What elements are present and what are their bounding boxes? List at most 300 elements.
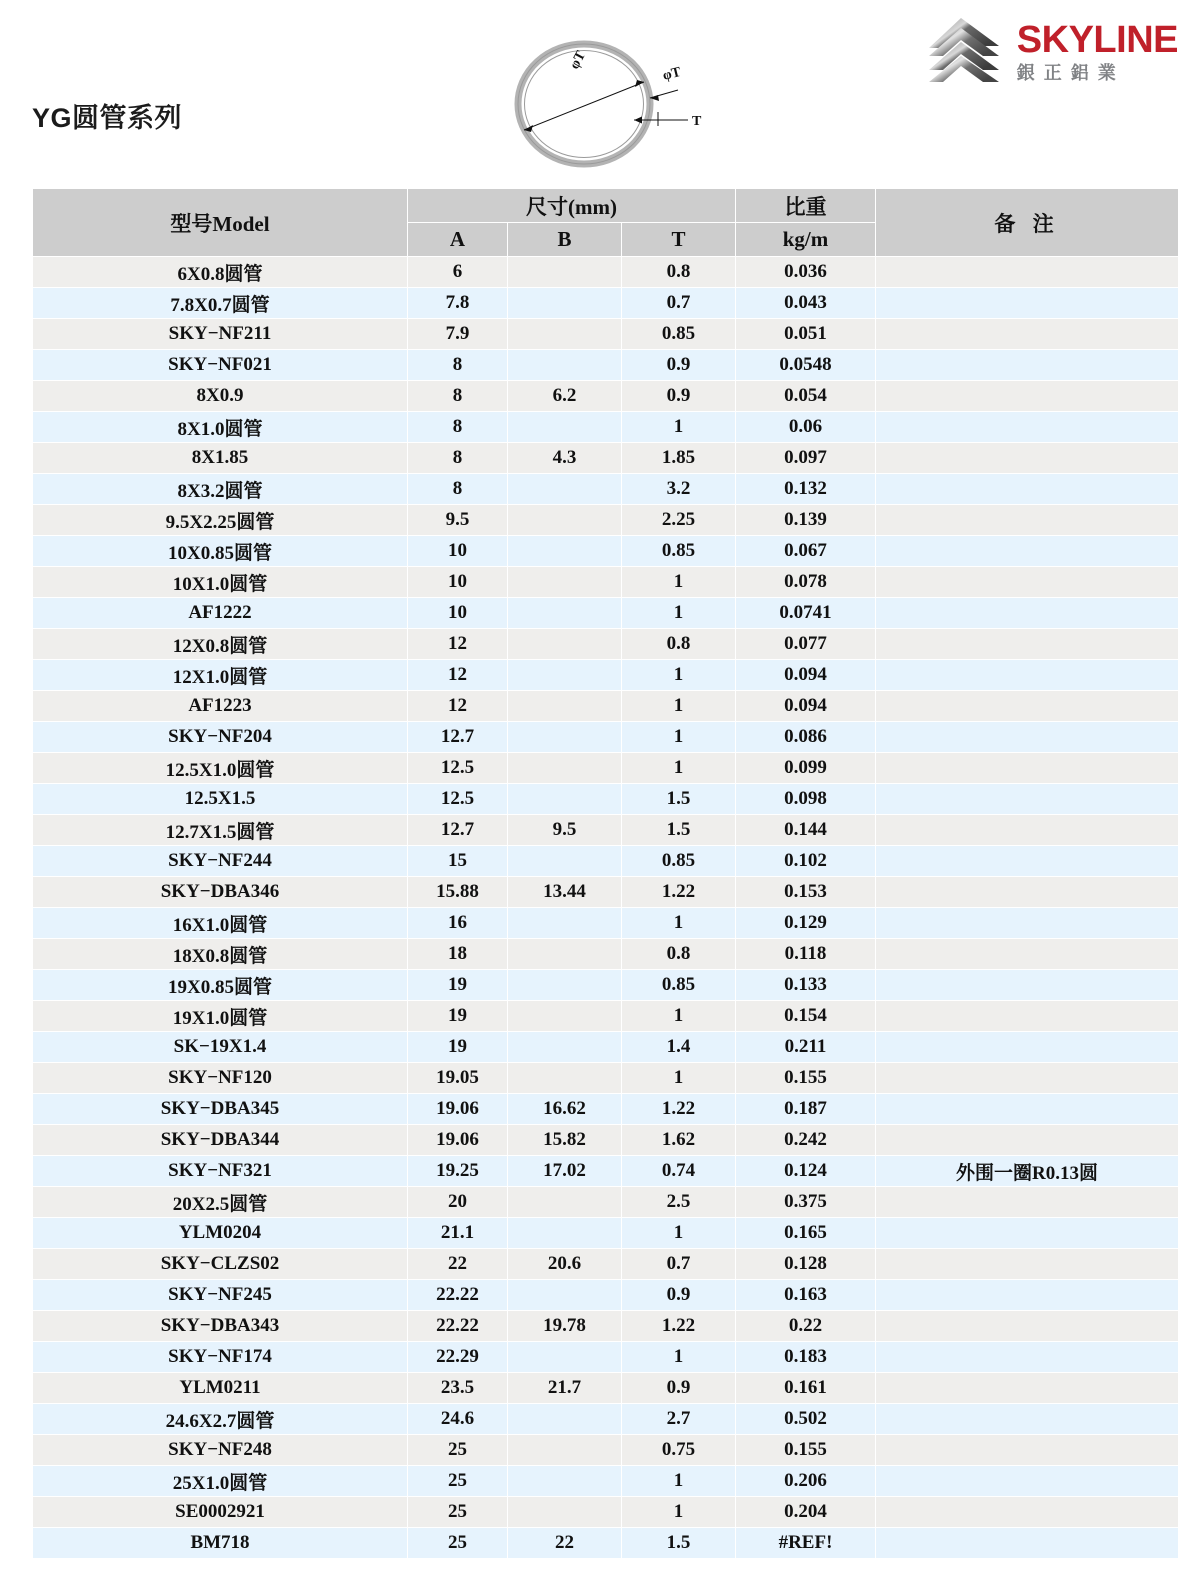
- table-row: [33, 877, 1179, 908]
- cell-remark: [876, 784, 1179, 815]
- cell-model: 18X0.8圆管: [33, 939, 408, 970]
- cell-a: 19: [408, 1001, 508, 1032]
- cell-b: [508, 939, 622, 970]
- cell-a: 7.8: [408, 288, 508, 319]
- cell-model: SKY−CLZS02: [33, 1249, 408, 1280]
- table-row: [33, 1249, 1179, 1280]
- cell-t: 0.85: [622, 846, 736, 877]
- cell-model: SK−19X1.4: [33, 1032, 408, 1063]
- table-row: [33, 536, 1179, 567]
- cell-a: 21.1: [408, 1218, 508, 1249]
- cell-kg: 0.187: [736, 1094, 876, 1125]
- table-row: [33, 846, 1179, 877]
- cell-b: [508, 1435, 622, 1466]
- cell-t: 0.85: [622, 319, 736, 350]
- cell-model: SKY−DBA343: [33, 1311, 408, 1342]
- cell-a: 25: [408, 1528, 508, 1559]
- cell-model: SKY−NF120: [33, 1063, 408, 1094]
- table-row: [33, 1466, 1179, 1497]
- cell-a: 20: [408, 1187, 508, 1218]
- cell-model: SKY−DBA345: [33, 1094, 408, 1125]
- cell-t: 1: [622, 412, 736, 443]
- cell-remark: [876, 1342, 1179, 1373]
- table-row: [33, 257, 1179, 288]
- header-model: 型号Model: [33, 189, 408, 257]
- cell-kg: 0.502: [736, 1404, 876, 1435]
- cell-remark: [876, 319, 1179, 350]
- cell-a: 22.22: [408, 1280, 508, 1311]
- cell-model: YLM0204: [33, 1218, 408, 1249]
- cell-a: 23.5: [408, 1373, 508, 1404]
- cell-a: 19: [408, 1032, 508, 1063]
- cell-model: 16X1.0圆管: [33, 908, 408, 939]
- cell-remark: [876, 877, 1179, 908]
- cell-t: 1: [622, 1001, 736, 1032]
- cell-a: 16: [408, 908, 508, 939]
- cell-remark: [876, 288, 1179, 319]
- table-row: [33, 443, 1179, 474]
- cell-t: 1: [622, 691, 736, 722]
- cell-a: 25: [408, 1497, 508, 1528]
- header-a: A: [408, 223, 508, 257]
- cell-model: SKY−NF174: [33, 1342, 408, 1373]
- cell-t: 0.85: [622, 970, 736, 1001]
- cell-model: SKY−DBA344: [33, 1125, 408, 1156]
- outer-label: φT: [661, 64, 683, 84]
- cell-a: 22.22: [408, 1311, 508, 1342]
- cell-t: 1: [622, 1218, 736, 1249]
- cell-a: 8: [408, 474, 508, 505]
- cell-b: [508, 257, 622, 288]
- cell-model: 12.5X1.0圆管: [33, 753, 408, 784]
- cell-t: 0.8: [622, 629, 736, 660]
- table-body: [33, 257, 1179, 1559]
- cell-a: 10: [408, 567, 508, 598]
- header-row-group: [33, 189, 1179, 223]
- cell-a: 19.06: [408, 1125, 508, 1156]
- cell-b: [508, 536, 622, 567]
- cell-b: 15.82: [508, 1125, 622, 1156]
- cell-model: SKY−NF244: [33, 846, 408, 877]
- cell-b: [508, 784, 622, 815]
- cell-model: 12X1.0圆管: [33, 660, 408, 691]
- cell-a: 19: [408, 970, 508, 1001]
- cell-a: 9.5: [408, 505, 508, 536]
- cell-kg: 0.086: [736, 722, 876, 753]
- table-row: [33, 629, 1179, 660]
- cell-a: 25: [408, 1435, 508, 1466]
- cell-b: [508, 1342, 622, 1373]
- cell-t: 1: [622, 567, 736, 598]
- table-row: [33, 288, 1179, 319]
- cell-t: 1.22: [622, 1094, 736, 1125]
- cell-a: 10: [408, 536, 508, 567]
- cell-b: [508, 598, 622, 629]
- table-row: [33, 1156, 1179, 1187]
- cell-model: SKY−DBA346: [33, 877, 408, 908]
- page-header: [0, 0, 1200, 180]
- cell-t: 2.25: [622, 505, 736, 536]
- cell-remark: [876, 970, 1179, 1001]
- cell-a: 8: [408, 350, 508, 381]
- cell-t: 1.5: [622, 815, 736, 846]
- cell-t: 0.9: [622, 381, 736, 412]
- cell-model: 8X3.2圆管: [33, 474, 408, 505]
- cell-remark: [876, 1125, 1179, 1156]
- cell-kg: 0.097: [736, 443, 876, 474]
- cell-a: 8: [408, 443, 508, 474]
- cell-b: [508, 505, 622, 536]
- cell-remark: [876, 660, 1179, 691]
- header-density-group: 比重: [736, 189, 876, 223]
- cell-model: SKY−NF248: [33, 1435, 408, 1466]
- table-row: [33, 381, 1179, 412]
- cell-kg: 0.043: [736, 288, 876, 319]
- cell-a: 12: [408, 660, 508, 691]
- cell-remark: 外围一圈R0.13圆: [876, 1156, 1179, 1187]
- table-row: [33, 722, 1179, 753]
- cell-t: 1.62: [622, 1125, 736, 1156]
- cell-b: [508, 1280, 622, 1311]
- cell-t: 1: [622, 660, 736, 691]
- cell-model: BM718: [33, 1528, 408, 1559]
- cell-model: SKY−NF021: [33, 350, 408, 381]
- header-kg: kg/m: [736, 223, 876, 257]
- cell-model: 20X2.5圆管: [33, 1187, 408, 1218]
- cell-remark: [876, 846, 1179, 877]
- thickness-label: T: [692, 114, 702, 129]
- table-row: [33, 1032, 1179, 1063]
- cell-model: SKY−NF245: [33, 1280, 408, 1311]
- tube-diagram-svg: [482, 28, 728, 180]
- cell-kg: 0.0741: [736, 598, 876, 629]
- cell-model: 10X1.0圆管: [33, 567, 408, 598]
- cell-remark: [876, 1094, 1179, 1125]
- cell-model: 8X1.0圆管: [33, 412, 408, 443]
- table-row: [33, 1435, 1179, 1466]
- cell-remark: [876, 474, 1179, 505]
- cell-remark: [876, 443, 1179, 474]
- cell-model: SKY−NF204: [33, 722, 408, 753]
- cell-t: 1.22: [622, 877, 736, 908]
- cell-kg: 0.078: [736, 567, 876, 598]
- table-row: [33, 412, 1179, 443]
- cell-t: 2.7: [622, 1404, 736, 1435]
- cell-remark: [876, 1001, 1179, 1032]
- cell-kg: 0.133: [736, 970, 876, 1001]
- cell-t: 1.85: [622, 443, 736, 474]
- cell-kg: 0.375: [736, 1187, 876, 1218]
- logo-subtitle: 銀正鋁業: [1016, 62, 1125, 83]
- header-t: T: [622, 223, 736, 257]
- cell-kg: 0.054: [736, 381, 876, 412]
- cell-kg: 0.094: [736, 660, 876, 691]
- cell-t: 1.5: [622, 784, 736, 815]
- cell-model: SKY−NF321: [33, 1156, 408, 1187]
- cell-b: 13.44: [508, 877, 622, 908]
- logo-text: [1016, 18, 1178, 83]
- cell-b: 20.6: [508, 1249, 622, 1280]
- cell-t: 0.74: [622, 1156, 736, 1187]
- table-row: [33, 598, 1179, 629]
- table-row: [33, 1001, 1179, 1032]
- cell-kg: 0.144: [736, 815, 876, 846]
- cell-remark: [876, 567, 1179, 598]
- cell-b: [508, 288, 622, 319]
- cell-a: 7.9: [408, 319, 508, 350]
- chevron-mark-icon: [921, 14, 1007, 88]
- cell-b: 6.2: [508, 381, 622, 412]
- table-row: [33, 815, 1179, 846]
- cell-remark: [876, 1187, 1179, 1218]
- cell-t: 0.8: [622, 257, 736, 288]
- table-row: [33, 1125, 1179, 1156]
- cell-b: [508, 1218, 622, 1249]
- cell-b: [508, 1497, 622, 1528]
- cell-a: 19.06: [408, 1094, 508, 1125]
- cell-kg: 0.153: [736, 877, 876, 908]
- header-dimension-group: 尺寸(mm): [408, 189, 736, 223]
- cell-kg: 0.155: [736, 1063, 876, 1094]
- cell-a: 15.88: [408, 877, 508, 908]
- cell-kg: 0.163: [736, 1280, 876, 1311]
- cell-b: [508, 474, 622, 505]
- cell-a: 25: [408, 1466, 508, 1497]
- cell-kg: 0.099: [736, 753, 876, 784]
- cell-a: 22.29: [408, 1342, 508, 1373]
- cell-model: 19X1.0圆管: [33, 1001, 408, 1032]
- cell-b: [508, 1063, 622, 1094]
- cell-t: 1: [622, 753, 736, 784]
- cell-a: 12: [408, 629, 508, 660]
- cell-model: 25X1.0圆管: [33, 1466, 408, 1497]
- cell-remark: [876, 691, 1179, 722]
- cell-model: 9.5X2.25圆管: [33, 505, 408, 536]
- table-row: [33, 1063, 1179, 1094]
- cell-kg: 0.22: [736, 1311, 876, 1342]
- cell-model: 10X0.85圆管: [33, 536, 408, 567]
- table-row: [33, 1280, 1179, 1311]
- cell-b: 21.7: [508, 1373, 622, 1404]
- cell-t: 1: [622, 908, 736, 939]
- cell-a: 12.7: [408, 815, 508, 846]
- cell-remark: [876, 412, 1179, 443]
- cell-model: 24.6X2.7圆管: [33, 1404, 408, 1435]
- cell-b: [508, 319, 622, 350]
- cell-remark: [876, 753, 1179, 784]
- table-row: [33, 319, 1179, 350]
- cell-kg: 0.06: [736, 412, 876, 443]
- cell-model: SKY−NF211: [33, 319, 408, 350]
- cell-kg: #REF!: [736, 1528, 876, 1559]
- table-row: [33, 1497, 1179, 1528]
- cell-t: 1: [622, 1342, 736, 1373]
- cell-remark: [876, 1063, 1179, 1094]
- cell-model: AF1222: [33, 598, 408, 629]
- cell-kg: 0.067: [736, 536, 876, 567]
- cell-remark: [876, 1249, 1179, 1280]
- cell-b: [508, 660, 622, 691]
- cell-b: 22: [508, 1528, 622, 1559]
- cell-t: 1: [622, 722, 736, 753]
- cell-kg: 0.051: [736, 319, 876, 350]
- header-b: B: [508, 223, 622, 257]
- cell-t: 0.7: [622, 1249, 736, 1280]
- cell-t: 0.8: [622, 939, 736, 970]
- cell-remark: [876, 1218, 1179, 1249]
- cell-remark: [876, 1311, 1179, 1342]
- cell-b: [508, 908, 622, 939]
- cell-b: [508, 412, 622, 443]
- cell-remark: [876, 1466, 1179, 1497]
- cell-model: 6X0.8圆管: [33, 257, 408, 288]
- cell-a: 18: [408, 939, 508, 970]
- cell-kg: 0.129: [736, 908, 876, 939]
- cell-b: [508, 1466, 622, 1497]
- table-row: [33, 1342, 1179, 1373]
- cell-kg: 0.128: [736, 1249, 876, 1280]
- table-row: [33, 1373, 1179, 1404]
- cell-t: 1.22: [622, 1311, 736, 1342]
- cell-t: 0.9: [622, 350, 736, 381]
- cell-b: [508, 691, 622, 722]
- table-row: [33, 474, 1179, 505]
- cell-model: 8X1.85: [33, 443, 408, 474]
- cell-a: 6: [408, 257, 508, 288]
- brand-logo: [921, 14, 1178, 88]
- cell-a: 19.25: [408, 1156, 508, 1187]
- table-row: [33, 908, 1179, 939]
- cell-model: 7.8X0.7圆管: [33, 288, 408, 319]
- cell-b: 4.3: [508, 443, 622, 474]
- table-row: [33, 505, 1179, 536]
- cell-remark: [876, 505, 1179, 536]
- cell-remark: [876, 908, 1179, 939]
- table-row: [33, 1311, 1179, 1342]
- cell-kg: 0.102: [736, 846, 876, 877]
- cell-b: [508, 722, 622, 753]
- cell-model: 8X0.9: [33, 381, 408, 412]
- cell-t: 1: [622, 1466, 736, 1497]
- cell-remark: [876, 536, 1179, 567]
- cell-b: 9.5: [508, 815, 622, 846]
- cell-remark: [876, 722, 1179, 753]
- cell-t: 0.9: [622, 1373, 736, 1404]
- cell-model: 12X0.8圆管: [33, 629, 408, 660]
- cell-kg: 0.242: [736, 1125, 876, 1156]
- cell-remark: [876, 1404, 1179, 1435]
- cell-remark: [876, 1435, 1179, 1466]
- cell-model: 19X0.85圆管: [33, 970, 408, 1001]
- cell-remark: [876, 815, 1179, 846]
- specification-table: [32, 188, 1179, 1559]
- table-row: [33, 939, 1179, 970]
- cell-kg: 0.204: [736, 1497, 876, 1528]
- cell-t: 1: [622, 598, 736, 629]
- cell-t: 1.4: [622, 1032, 736, 1063]
- cell-a: 10: [408, 598, 508, 629]
- cell-kg: 0.0548: [736, 350, 876, 381]
- cell-remark: [876, 1528, 1179, 1559]
- cell-kg: 0.098: [736, 784, 876, 815]
- cell-kg: 0.094: [736, 691, 876, 722]
- cell-t: 0.75: [622, 1435, 736, 1466]
- cell-b: 16.62: [508, 1094, 622, 1125]
- cell-kg: 0.155: [736, 1435, 876, 1466]
- cell-t: 1.5: [622, 1528, 736, 1559]
- diameter-label: φT: [567, 48, 590, 72]
- cell-model: 12.5X1.5: [33, 784, 408, 815]
- cell-a: 15: [408, 846, 508, 877]
- table-row: [33, 1094, 1179, 1125]
- cell-kg: 0.132: [736, 474, 876, 505]
- cell-kg: 0.161: [736, 1373, 876, 1404]
- cell-model: YLM0211: [33, 1373, 408, 1404]
- table-header: [33, 189, 1179, 257]
- table-row: [33, 1218, 1179, 1249]
- cell-b: [508, 629, 622, 660]
- cell-a: 8: [408, 412, 508, 443]
- cell-a: 12.5: [408, 784, 508, 815]
- cell-b: [508, 753, 622, 784]
- cell-b: [508, 1187, 622, 1218]
- cell-a: 12.7: [408, 722, 508, 753]
- cell-kg: 0.183: [736, 1342, 876, 1373]
- cell-remark: [876, 381, 1179, 412]
- cell-a: 24.6: [408, 1404, 508, 1435]
- table-row: [33, 1528, 1179, 1559]
- cell-kg: 0.165: [736, 1218, 876, 1249]
- cell-kg: 0.206: [736, 1466, 876, 1497]
- cell-t: 2.5: [622, 1187, 736, 1218]
- table-row: [33, 691, 1179, 722]
- cell-remark: [876, 1497, 1179, 1528]
- cell-model: AF1223: [33, 691, 408, 722]
- cell-b: [508, 1001, 622, 1032]
- cell-remark: [876, 350, 1179, 381]
- table-row: [33, 970, 1179, 1001]
- cell-t: 3.2: [622, 474, 736, 505]
- cell-remark: [876, 1280, 1179, 1311]
- cell-kg: 0.077: [736, 629, 876, 660]
- cell-remark: [876, 1373, 1179, 1404]
- cell-remark: [876, 939, 1179, 970]
- cell-kg: 0.154: [736, 1001, 876, 1032]
- cell-model: 12.7X1.5圆管: [33, 815, 408, 846]
- cell-kg: 0.036: [736, 257, 876, 288]
- cell-a: 8: [408, 381, 508, 412]
- cell-kg: 0.211: [736, 1032, 876, 1063]
- cell-b: [508, 846, 622, 877]
- table-row: [33, 1404, 1179, 1435]
- logo-wordmark: SKYLINE: [1016, 18, 1178, 61]
- cell-kg: 0.139: [736, 505, 876, 536]
- cell-t: 1: [622, 1497, 736, 1528]
- cell-kg: 0.124: [736, 1156, 876, 1187]
- cell-remark: [876, 1032, 1179, 1063]
- cell-t: 0.85: [622, 536, 736, 567]
- cell-a: 12: [408, 691, 508, 722]
- cell-remark: [876, 257, 1179, 288]
- cell-remark: [876, 598, 1179, 629]
- cell-b: [508, 1404, 622, 1435]
- cell-b: [508, 1032, 622, 1063]
- cell-b: [508, 970, 622, 1001]
- cell-t: 0.9: [622, 1280, 736, 1311]
- page-title: YG圆管系列: [32, 103, 183, 133]
- cell-a: 19.05: [408, 1063, 508, 1094]
- table-row: [33, 753, 1179, 784]
